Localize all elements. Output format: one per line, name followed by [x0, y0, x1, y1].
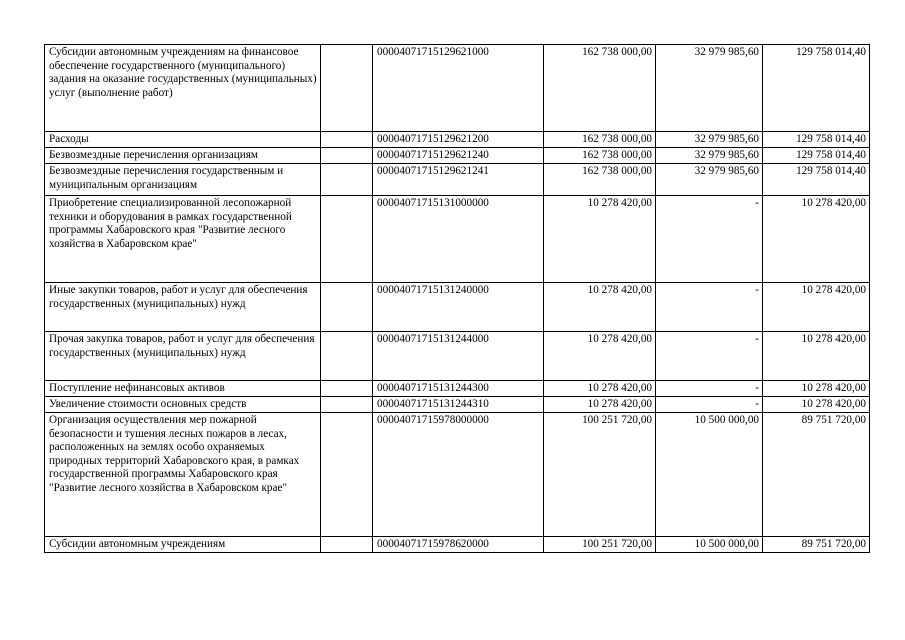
row-unexecuted: 10 278 420,00: [763, 283, 870, 332]
row-name: Иные закупки товаров, работ и услуг для обеспечения государственных (муниципальных) нужд: [45, 283, 321, 332]
row-executed: -: [656, 397, 763, 413]
row-approved: 162 738 000,00: [544, 132, 656, 148]
row-code: 00004071715978620000: [373, 537, 544, 553]
row-name: Безвозмездные перечисления организациям: [45, 148, 321, 164]
row-name: Поступление нефинансовых активов: [45, 381, 321, 397]
row-unexecuted: 10 278 420,00: [763, 381, 870, 397]
row-unexecuted: 89 751 720,00: [763, 413, 870, 537]
row-approved: 10 278 420,00: [544, 332, 656, 381]
table-row: [45, 381, 870, 397]
row-empty-cell: [321, 283, 373, 332]
row-code: 00004071715131240000: [373, 283, 544, 332]
row-executed: 10 500 000,00: [656, 537, 763, 553]
table-row: [45, 413, 870, 537]
row-executed: 32 979 985,60: [656, 164, 763, 196]
table-row: [45, 397, 870, 413]
table-row: [45, 537, 870, 553]
row-approved: 162 738 000,00: [544, 164, 656, 196]
row-empty-cell: [321, 164, 373, 196]
row-unexecuted: 129 758 014,40: [763, 148, 870, 164]
row-unexecuted: 129 758 014,40: [763, 45, 870, 132]
row-executed: -: [656, 196, 763, 283]
row-empty-cell: [321, 381, 373, 397]
row-code: 00004071715129621240: [373, 148, 544, 164]
row-executed: 32 979 985,60: [656, 148, 763, 164]
row-empty-cell: [321, 148, 373, 164]
row-code: 00004071715129621000: [373, 45, 544, 132]
row-empty-cell: [321, 413, 373, 537]
row-unexecuted: 10 278 420,00: [763, 332, 870, 381]
row-unexecuted: 89 751 720,00: [763, 537, 870, 553]
row-empty-cell: [321, 537, 373, 553]
row-code: 00004071715131244000: [373, 332, 544, 381]
row-name: Безвозмездные перечисления государственным и муниципальным организациям: [45, 164, 321, 196]
row-name: Расходы: [45, 132, 321, 148]
row-approved: 10 278 420,00: [544, 196, 656, 283]
row-approved: 100 251 720,00: [544, 537, 656, 553]
row-empty-cell: [321, 332, 373, 381]
row-name: Субсидии автономным учреждениям: [45, 537, 321, 553]
row-empty-cell: [321, 397, 373, 413]
row-executed: 32 979 985,60: [656, 45, 763, 132]
row-executed: 10 500 000,00: [656, 413, 763, 537]
table-row: [45, 164, 870, 196]
table-row: [45, 332, 870, 381]
row-approved: 10 278 420,00: [544, 283, 656, 332]
row-code: 00004071715129621200: [373, 132, 544, 148]
row-unexecuted: 129 758 014,40: [763, 132, 870, 148]
row-name: Организация осуществления мер пожарной безопасности и тушения лесных пожаров в лесах, расположенных на землях особо охраняемых природных территорий Хабаровского края, в рамках государственной программы Хабаровского края "Развитие лесного хозяйства в Хабаровском крае": [45, 413, 321, 537]
row-approved: 10 278 420,00: [544, 381, 656, 397]
row-name: Прочая закупка товаров, работ и услуг для обеспечения государственных (муниципальных) нужд: [45, 332, 321, 381]
row-empty-cell: [321, 45, 373, 132]
row-name: Субсидии автономным учреждениям на финансовое обеспечение государственного (муниципального) задания на оказание государственных (муниципальных) услуг (выполнение работ): [45, 45, 321, 132]
row-unexecuted: 10 278 420,00: [763, 397, 870, 413]
table-row: [45, 45, 870, 132]
row-code: 00004071715129621241: [373, 164, 544, 196]
row-executed: -: [656, 283, 763, 332]
row-code: 00004071715131244300: [373, 381, 544, 397]
budget-execution-table: [44, 44, 870, 553]
table-row: [45, 132, 870, 148]
table-row: [45, 148, 870, 164]
row-approved: 162 738 000,00: [544, 148, 656, 164]
row-code: 00004071715978000000: [373, 413, 544, 537]
row-approved: 10 278 420,00: [544, 397, 656, 413]
row-approved: 162 738 000,00: [544, 45, 656, 132]
table-body: [45, 45, 870, 553]
row-approved: 100 251 720,00: [544, 413, 656, 537]
row-executed: -: [656, 381, 763, 397]
table-row: [45, 283, 870, 332]
row-name: Приобретение специализированной лесопожарной техники и оборудования в рамках государственной программы Хабаровского края "Развитие лесного хозяйства в Хабаровском крае": [45, 196, 321, 283]
row-code: 00004071715131244310: [373, 397, 544, 413]
row-empty-cell: [321, 196, 373, 283]
row-unexecuted: 129 758 014,40: [763, 164, 870, 196]
row-name: Увеличение стоимости основных средств: [45, 397, 321, 413]
row-unexecuted: 10 278 420,00: [763, 196, 870, 283]
row-empty-cell: [321, 132, 373, 148]
row-code: 00004071715131000000: [373, 196, 544, 283]
row-executed: -: [656, 332, 763, 381]
table-row: [45, 196, 870, 283]
row-executed: 32 979 985,60: [656, 132, 763, 148]
